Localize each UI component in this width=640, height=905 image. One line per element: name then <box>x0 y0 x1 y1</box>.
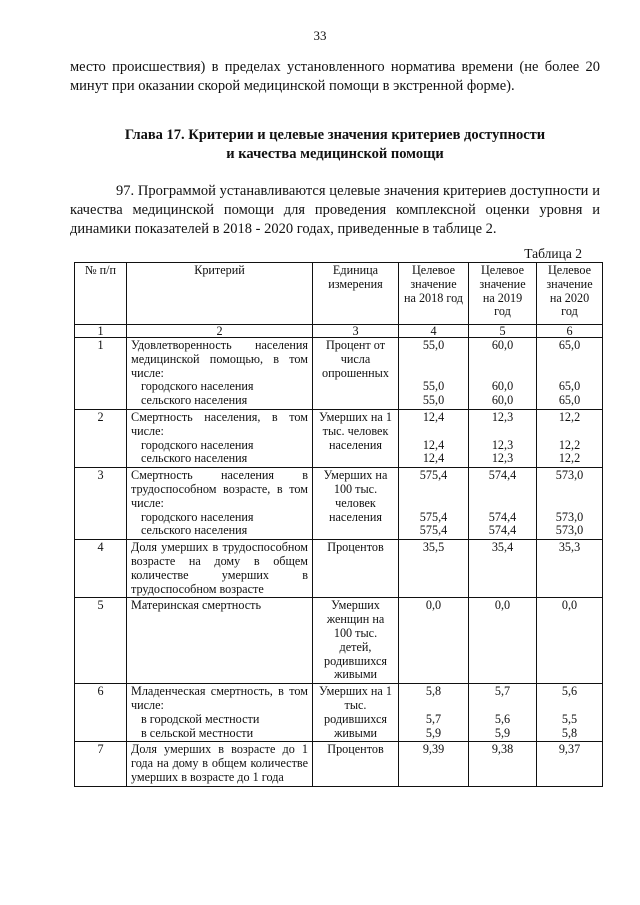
row-number: 2 <box>75 409 127 467</box>
value-spacer <box>473 483 532 511</box>
value-2019 <box>469 338 537 410</box>
value-sub: 12,2 <box>558 451 581 466</box>
criteria-table <box>74 262 603 787</box>
value-main: 573,0 <box>555 468 584 483</box>
value-sub: 5,9 <box>494 725 511 740</box>
row-unit: Умерших женщин на 100 тыс. детей, родившихся живыми <box>313 598 399 684</box>
table-header-row <box>75 263 603 325</box>
index-cell: 5 <box>469 325 537 338</box>
value-spacer <box>403 353 464 381</box>
criterion-sub-label: в городской местности <box>141 711 260 726</box>
row-unit: Умерших на 100 тыс. человек населения <box>313 468 399 540</box>
criterion-text: Смертность населения, в том числе: <box>131 409 308 438</box>
index-cell: 1 <box>75 325 127 338</box>
row-unit: Умерших на 1 тыс. родившихся живыми <box>313 684 399 742</box>
value-main: 9,39 <box>422 742 445 757</box>
value-main: 12,3 <box>491 409 514 424</box>
value-2020 <box>537 742 603 786</box>
value-sub: 12,4 <box>422 437 445 452</box>
value-sub: 573,0 <box>555 523 584 538</box>
value-2019 <box>469 468 537 540</box>
value-2020 <box>537 684 603 742</box>
value-spacer <box>473 425 532 439</box>
row-unit: Процент от числа опрошенных <box>313 338 399 410</box>
table-row <box>75 598 603 684</box>
value-sub: 12,3 <box>491 437 514 452</box>
criterion-sub-label: городского населения <box>141 379 254 394</box>
value-2020 <box>537 468 603 540</box>
criterion-text: Материнская смертность <box>131 598 262 613</box>
paragraph-97: 97. Программой устанавливаются целевые значения критериев доступности и качества медицинской помощи для проведения комплексной оценки уровня и динамики показателей в 2018 - 2020 годах, приведенные в таблице 2. <box>70 183 600 237</box>
table-caption: Таблица 2 <box>524 246 582 261</box>
value-sub: 12,3 <box>491 451 514 466</box>
value-spacer <box>541 353 598 381</box>
value-sub: 60,0 <box>491 393 514 408</box>
chapter-heading <box>70 126 600 164</box>
table-index-row <box>75 325 603 338</box>
value-2018 <box>399 684 469 742</box>
table-row <box>75 742 603 786</box>
value-2019 <box>469 598 537 684</box>
header-2020: Целевое значение на 2020 год <box>537 263 603 325</box>
row-criterion <box>127 684 313 742</box>
value-main: 575,4 <box>419 468 448 483</box>
value-sub: 60,0 <box>491 379 514 394</box>
value-sub: 5,5 <box>561 711 578 726</box>
row-criterion <box>127 409 313 467</box>
value-2019 <box>469 409 537 467</box>
criterion-text: Доля умерших в трудоспособном возрасте на дому в общем количестве умерших в трудоспособном возрасте <box>131 540 308 596</box>
value-sub: 5,6 <box>494 711 511 726</box>
value-main: 0,0 <box>425 598 442 613</box>
chapter-heading-line-2: и качества медицинской помощи <box>226 146 444 162</box>
value-main: 9,38 <box>491 742 514 757</box>
table-row <box>75 684 603 742</box>
value-spacer <box>541 483 598 511</box>
row-number: 7 <box>75 742 127 786</box>
value-spacer <box>473 699 532 713</box>
value-main: 60,0 <box>491 338 514 352</box>
value-sub: 5,7 <box>425 711 442 726</box>
value-spacer <box>541 425 598 439</box>
value-2019 <box>469 540 537 598</box>
index-cell: 4 <box>399 325 469 338</box>
value-main: 5,7 <box>494 684 511 699</box>
index-cell: 2 <box>127 325 313 338</box>
criterion-text: Доля умерших в возрасте до 1 года на дому в общем количестве умерших в возрасте до 1 года <box>131 742 308 784</box>
criterion-sub-label: городского населения <box>141 437 254 452</box>
table-row <box>75 468 603 540</box>
header-num: № п/п <box>75 263 127 325</box>
value-main: 0,0 <box>561 598 578 613</box>
chapter-heading-line-1: Глава 17. Критерии и целевые значения критериев доступности <box>124 127 546 143</box>
row-criterion <box>127 598 313 684</box>
value-spacer <box>473 353 532 381</box>
value-spacer <box>541 699 598 713</box>
page-number: 33 <box>313 28 327 43</box>
value-main: 12,4 <box>422 409 445 424</box>
value-main: 9,37 <box>558 742 581 757</box>
value-2020 <box>537 409 603 467</box>
header-2018: Целевое значение на 2018 год <box>399 263 469 325</box>
index-cell: 3 <box>313 325 399 338</box>
value-2020 <box>537 598 603 684</box>
header-2019: Целевое значение на 2019 год <box>469 263 537 325</box>
value-main: 5,6 <box>561 684 578 699</box>
value-spacer <box>403 699 464 713</box>
value-sub: 573,0 <box>555 509 584 524</box>
table-row <box>75 338 603 410</box>
criterion-sub-label: сельского населения <box>141 451 248 466</box>
row-number: 5 <box>75 598 127 684</box>
value-spacer <box>403 483 464 511</box>
criterion-text: Удовлетворенность населения медицинской помощью, в том числе: <box>131 338 308 380</box>
criterion-text: Смертность населения в трудоспособном возрасте, в том числе: <box>131 468 308 510</box>
value-main: 35,3 <box>558 540 581 555</box>
value-main: 5,8 <box>425 684 442 699</box>
value-2020 <box>537 338 603 410</box>
value-sub: 55,0 <box>422 393 445 408</box>
index-cell: 6 <box>537 325 603 338</box>
table-body <box>75 338 603 787</box>
row-unit: Процентов <box>313 540 399 598</box>
value-sub: 575,4 <box>419 509 448 524</box>
row-criterion <box>127 742 313 786</box>
value-sub: 55,0 <box>422 379 445 394</box>
value-sub: 574,4 <box>488 509 517 524</box>
value-main: 0,0 <box>494 598 511 613</box>
value-2018 <box>399 468 469 540</box>
criterion-sub-label: сельского населения <box>141 523 248 538</box>
value-sub: 12,4 <box>422 451 445 466</box>
table-row <box>75 540 603 598</box>
value-2020 <box>537 540 603 598</box>
criterion-sub-label: сельского населения <box>141 393 248 408</box>
criterion-sub-label: городского населения <box>141 509 254 524</box>
value-2018 <box>399 338 469 410</box>
row-criterion <box>127 468 313 540</box>
header-unit: Единица измерения <box>313 263 399 325</box>
row-number: 6 <box>75 684 127 742</box>
row-criterion <box>127 540 313 598</box>
value-main: 35,4 <box>491 540 514 555</box>
row-number: 3 <box>75 468 127 540</box>
value-2018 <box>399 742 469 786</box>
row-criterion <box>127 338 313 410</box>
value-main: 55,0 <box>422 338 445 352</box>
value-sub: 65,0 <box>558 379 581 394</box>
row-unit: Процентов <box>313 742 399 786</box>
row-unit: Умерших на 1 тыс. человек населения <box>313 409 399 467</box>
intro-text: место происшествия) в пределах установленного норматива времени (не более 20 минут при оказании скорой медицинской помощи в экстренной форме). <box>70 59 600 94</box>
value-sub: 12,2 <box>558 437 581 452</box>
table-row <box>75 409 603 467</box>
value-main: 574,4 <box>488 468 517 483</box>
value-sub: 575,4 <box>419 523 448 538</box>
criterion-sub-label: в сельской местности <box>141 725 254 740</box>
value-2019 <box>469 684 537 742</box>
value-sub: 5,8 <box>561 725 578 740</box>
value-main: 65,0 <box>558 338 581 352</box>
value-2018 <box>399 598 469 684</box>
header-criterion: Критерий <box>127 263 313 325</box>
value-sub: 574,4 <box>488 523 517 538</box>
value-main: 12,2 <box>558 409 581 424</box>
row-number: 1 <box>75 338 127 410</box>
value-main: 35,5 <box>422 540 445 555</box>
value-sub: 65,0 <box>558 393 581 408</box>
value-sub: 5,9 <box>425 725 442 740</box>
value-2018 <box>399 409 469 467</box>
value-2018 <box>399 540 469 598</box>
criterion-text: Младенческая смертность, в том числе: <box>131 684 308 712</box>
value-spacer <box>403 425 464 439</box>
row-number: 4 <box>75 540 127 598</box>
value-2019 <box>469 742 537 786</box>
